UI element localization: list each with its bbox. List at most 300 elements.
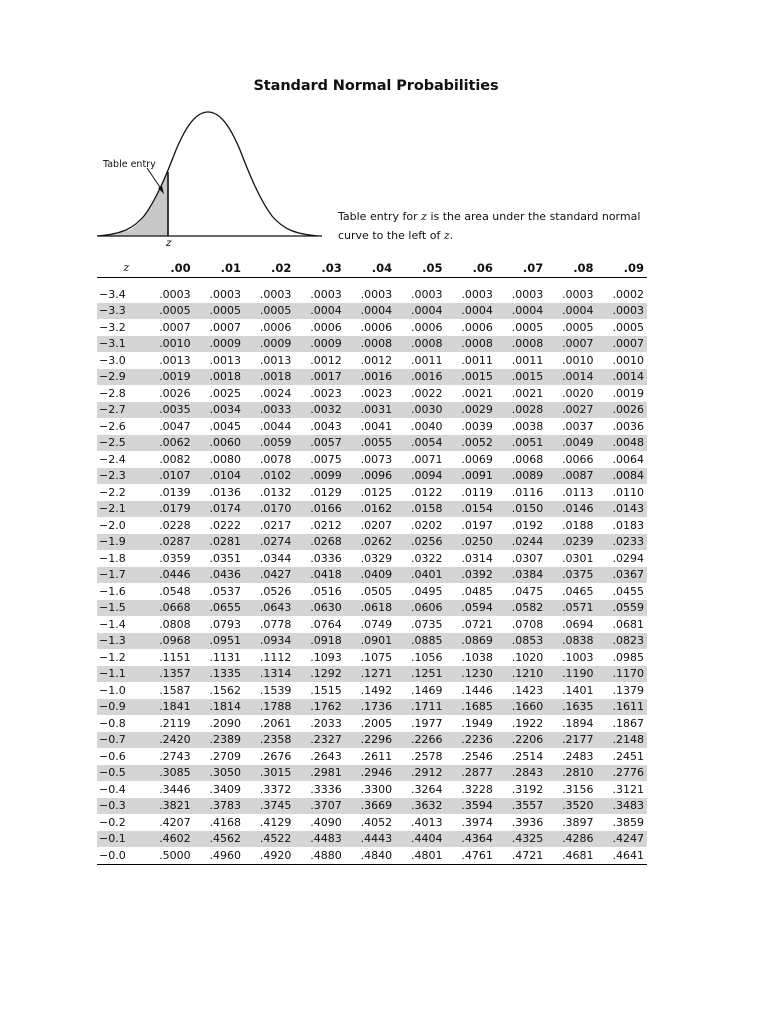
probability-cell: .0436 bbox=[209, 568, 242, 582]
column-header: .00 bbox=[170, 260, 191, 275]
probability-cell: .0057 bbox=[310, 436, 342, 450]
probability-cell: .0010 bbox=[612, 353, 644, 367]
probability-cell: .4522 bbox=[259, 832, 292, 846]
probability-cell: .0250 bbox=[461, 535, 493, 549]
probability-cell: .0031 bbox=[360, 403, 393, 417]
column-header: .01 bbox=[220, 260, 242, 275]
probability-cell: .0069 bbox=[461, 452, 493, 466]
probability-cell: .4681 bbox=[562, 848, 594, 862]
probability-cell: .2546 bbox=[461, 749, 493, 763]
probability-cell: .0004 bbox=[310, 304, 342, 318]
probability-cell: .0008 bbox=[461, 337, 493, 351]
probability-cell: .0158 bbox=[410, 502, 443, 516]
probability-cell: .4602 bbox=[159, 832, 191, 846]
probability-cell: .2033 bbox=[310, 716, 342, 730]
table-row bbox=[97, 699, 647, 716]
probability-cell: .0594 bbox=[461, 601, 493, 615]
probability-cell: .0036 bbox=[612, 419, 644, 433]
probability-cell: .0020 bbox=[562, 386, 594, 400]
probability-cell: .0668 bbox=[159, 601, 191, 615]
probability-cell: .2266 bbox=[410, 733, 443, 747]
probability-cell: .2578 bbox=[410, 749, 443, 763]
probability-cell: .0040 bbox=[410, 419, 443, 433]
probability-cell: .0495 bbox=[410, 584, 443, 598]
probability-cell: .0006 bbox=[259, 320, 292, 334]
probability-cell: .0307 bbox=[511, 551, 544, 565]
probability-cell: .0004 bbox=[461, 304, 493, 318]
probability-cell: .3409 bbox=[209, 782, 242, 796]
probability-cell: .0475 bbox=[511, 584, 544, 598]
probability-cell: .3821 bbox=[159, 799, 191, 813]
probability-cell: .0096 bbox=[360, 469, 393, 483]
probability-cell: .3707 bbox=[310, 799, 342, 813]
z-value-cell: −1.5 bbox=[99, 601, 126, 615]
probability-cell: .3156 bbox=[562, 782, 594, 796]
probability-cell: .0009 bbox=[209, 337, 242, 351]
caption-var-z: z bbox=[421, 210, 427, 223]
probability-cell: .0212 bbox=[310, 518, 342, 532]
probability-cell: .4483 bbox=[310, 832, 342, 846]
probability-cell: .0087 bbox=[562, 469, 594, 483]
probability-cell: .0150 bbox=[511, 502, 544, 516]
probability-cell: .0044 bbox=[259, 419, 292, 433]
probability-cell: .0268 bbox=[310, 535, 342, 549]
probability-cell: .0485 bbox=[461, 584, 493, 598]
probability-cell: .3936 bbox=[511, 815, 544, 829]
probability-cell: .0010 bbox=[562, 353, 594, 367]
probability-cell: .1292 bbox=[310, 667, 342, 681]
probability-cell: .4761 bbox=[461, 848, 493, 862]
probability-cell: .1977 bbox=[410, 716, 443, 730]
probability-cell: .1814 bbox=[209, 700, 242, 714]
probability-cell: .0059 bbox=[259, 436, 292, 450]
probability-cell: .0014 bbox=[612, 370, 644, 384]
table-body bbox=[97, 278, 647, 865]
z-value-cell: −0.6 bbox=[99, 749, 126, 763]
probability-cell: .3228 bbox=[461, 782, 493, 796]
probability-cell: .2451 bbox=[612, 749, 644, 763]
table-row bbox=[97, 732, 647, 749]
probability-cell: .0281 bbox=[209, 535, 242, 549]
z-value-cell: −0.4 bbox=[99, 782, 126, 796]
probability-cell: .0735 bbox=[410, 617, 443, 631]
probability-cell: .1075 bbox=[360, 650, 393, 664]
probability-cell: .3859 bbox=[612, 815, 644, 829]
probability-cell: .0003 bbox=[511, 287, 544, 301]
probability-cell: .3264 bbox=[410, 782, 443, 796]
table-row bbox=[97, 303, 647, 320]
caption-var-z2: z bbox=[443, 229, 450, 242]
z-value-cell: −1.8 bbox=[99, 551, 126, 565]
probability-cell: .2327 bbox=[310, 733, 342, 747]
probability-cell: .3557 bbox=[511, 799, 544, 813]
probability-cell: .2514 bbox=[511, 749, 544, 763]
probability-cell: .4325 bbox=[511, 832, 544, 846]
probability-cell: .0359 bbox=[159, 551, 191, 565]
probability-cell: .0301 bbox=[562, 551, 594, 565]
probability-cell: .3520 bbox=[562, 799, 594, 813]
table-row bbox=[97, 831, 647, 848]
probability-cell: .0548 bbox=[159, 584, 191, 598]
z-value-cell: −2.5 bbox=[99, 436, 126, 450]
table-row bbox=[97, 336, 647, 353]
probability-cell: .0002 bbox=[612, 287, 644, 301]
probability-cell: .2177 bbox=[562, 733, 594, 747]
probability-cell: .2148 bbox=[612, 733, 644, 747]
z-value-cell: −3.0 bbox=[99, 353, 126, 367]
probability-cell: .0179 bbox=[159, 502, 191, 516]
probability-cell: .0073 bbox=[360, 452, 393, 466]
probability-cell: .0559 bbox=[612, 601, 644, 615]
probability-cell: .0033 bbox=[259, 403, 292, 417]
probability-cell: .4247 bbox=[612, 832, 644, 846]
column-header: .09 bbox=[623, 260, 644, 275]
probability-cell: .4960 bbox=[209, 848, 242, 862]
caption-middle: is the area under the standard normal curve to the left of bbox=[338, 210, 641, 242]
probability-cell: .0013 bbox=[209, 353, 242, 367]
z-value-cell: −2.0 bbox=[99, 518, 126, 532]
probability-cell: .0721 bbox=[461, 617, 493, 631]
probability-cell: .2843 bbox=[511, 766, 544, 780]
probability-cell: .1112 bbox=[259, 650, 292, 664]
probability-cell: .0143 bbox=[612, 502, 644, 516]
z-value-cell: −3.3 bbox=[99, 304, 126, 318]
probability-cell: .0082 bbox=[159, 452, 191, 466]
table-row bbox=[97, 369, 647, 386]
probability-cell: .0024 bbox=[259, 386, 292, 400]
probability-cell: .0011 bbox=[511, 353, 544, 367]
probability-cell: .1314 bbox=[259, 667, 292, 681]
probability-cell: .0681 bbox=[612, 617, 644, 631]
probability-cell: .0026 bbox=[612, 403, 644, 417]
probability-cell: .0764 bbox=[310, 617, 342, 631]
probability-cell: .0003 bbox=[612, 304, 644, 318]
z-value-cell: −2.3 bbox=[99, 469, 126, 483]
probability-cell: .2236 bbox=[461, 733, 493, 747]
probability-cell: .0749 bbox=[360, 617, 393, 631]
probability-cell: .1515 bbox=[310, 683, 342, 697]
z-value-cell: −1.7 bbox=[99, 568, 126, 582]
probability-cell: .0043 bbox=[310, 419, 342, 433]
probability-cell: .1401 bbox=[562, 683, 594, 697]
probability-cell: .0618 bbox=[360, 601, 393, 615]
probability-cell: .0016 bbox=[410, 370, 443, 384]
probability-cell: .0007 bbox=[159, 320, 191, 334]
probability-cell: .0197 bbox=[461, 518, 493, 532]
probability-cell: .0146 bbox=[562, 502, 594, 516]
probability-cell: .2389 bbox=[209, 733, 242, 747]
z-value-cell: −0.3 bbox=[99, 799, 126, 813]
probability-cell: .2611 bbox=[360, 749, 393, 763]
axis-z-label: z bbox=[166, 238, 172, 249]
probability-cell: .0005 bbox=[209, 304, 242, 318]
probability-cell: .0052 bbox=[461, 436, 493, 450]
probability-cell: .0013 bbox=[159, 353, 191, 367]
z-table bbox=[97, 258, 647, 865]
table-row bbox=[97, 319, 647, 336]
z-value-cell: −0.9 bbox=[99, 700, 126, 714]
probability-cell: .0019 bbox=[612, 386, 644, 400]
z-value-cell: −1.6 bbox=[99, 584, 126, 598]
probability-cell: .2005 bbox=[360, 716, 393, 730]
table-row bbox=[97, 633, 647, 650]
page-title: Standard Normal Probabilities bbox=[253, 78, 499, 94]
column-header: .05 bbox=[422, 260, 443, 275]
probability-cell: .0122 bbox=[410, 485, 443, 499]
probability-cell: .0018 bbox=[259, 370, 292, 384]
probability-cell: .4052 bbox=[360, 815, 393, 829]
probability-cell: .0025 bbox=[209, 386, 242, 400]
probability-cell: .0047 bbox=[159, 419, 191, 433]
probability-cell: .0099 bbox=[310, 469, 342, 483]
probability-cell: .0505 bbox=[360, 584, 393, 598]
probability-cell: .0004 bbox=[360, 304, 393, 318]
probability-cell: .0162 bbox=[360, 502, 393, 516]
probability-cell: .0038 bbox=[511, 419, 544, 433]
table-row bbox=[97, 748, 647, 765]
probability-cell: .4801 bbox=[410, 848, 443, 862]
probability-cell: .2810 bbox=[562, 766, 594, 780]
probability-cell: .0041 bbox=[360, 419, 393, 433]
probability-cell: .0183 bbox=[612, 518, 644, 532]
table-row bbox=[97, 583, 647, 600]
probability-cell: .4443 bbox=[360, 832, 393, 846]
probability-cell: .0011 bbox=[410, 353, 443, 367]
table-row bbox=[97, 616, 647, 633]
probability-cell: .3121 bbox=[612, 782, 644, 796]
probability-cell: .0643 bbox=[259, 601, 292, 615]
probability-cell: .0516 bbox=[310, 584, 342, 598]
probability-cell: .3897 bbox=[562, 815, 594, 829]
probability-cell: .1230 bbox=[461, 667, 493, 681]
probability-cell: .0526 bbox=[259, 584, 292, 598]
probability-cell: .1170 bbox=[612, 667, 644, 681]
probability-cell: .0274 bbox=[259, 535, 292, 549]
probability-cell: .0008 bbox=[360, 337, 393, 351]
probability-cell: .0256 bbox=[410, 535, 443, 549]
probability-cell: .1131 bbox=[209, 650, 242, 664]
probability-cell: .0019 bbox=[159, 370, 191, 384]
probability-cell: .0384 bbox=[511, 568, 544, 582]
probability-cell: .0007 bbox=[612, 337, 644, 351]
table-row bbox=[97, 286, 647, 303]
probability-cell: .0838 bbox=[562, 634, 594, 648]
probability-cell: .0207 bbox=[360, 518, 393, 532]
probability-cell: .0170 bbox=[259, 502, 292, 516]
probability-cell: .3300 bbox=[360, 782, 393, 796]
table-row bbox=[97, 781, 647, 798]
probability-cell: .0004 bbox=[511, 304, 544, 318]
probability-cell: .0034 bbox=[209, 403, 242, 417]
probability-cell: .0010 bbox=[159, 337, 191, 351]
probability-cell: .0032 bbox=[310, 403, 342, 417]
probability-cell: .4286 bbox=[562, 832, 594, 846]
probability-cell: .0005 bbox=[612, 320, 644, 334]
probability-cell: .0022 bbox=[410, 386, 443, 400]
probability-cell: .1685 bbox=[461, 700, 493, 714]
probability-cell: .2090 bbox=[209, 716, 242, 730]
z-value-cell: −2.8 bbox=[99, 386, 126, 400]
probability-cell: .2877 bbox=[461, 766, 493, 780]
probability-cell: .1423 bbox=[511, 683, 544, 697]
table-row bbox=[97, 484, 647, 501]
probability-cell: .1093 bbox=[310, 650, 342, 664]
z-value-cell: −2.6 bbox=[99, 419, 126, 433]
probability-cell: .0029 bbox=[461, 403, 493, 417]
probability-cell: .0694 bbox=[562, 617, 594, 631]
table-row bbox=[97, 649, 647, 666]
probability-cell: .0708 bbox=[511, 617, 544, 631]
probability-cell: .0078 bbox=[259, 452, 292, 466]
probability-cell: .1635 bbox=[562, 700, 594, 714]
probability-cell: .1711 bbox=[410, 700, 443, 714]
probability-cell: .0003 bbox=[259, 287, 292, 301]
probability-cell: .0351 bbox=[209, 551, 242, 565]
table-row bbox=[97, 402, 647, 419]
probability-cell: .4920 bbox=[259, 848, 292, 862]
probability-cell: .0202 bbox=[410, 518, 443, 532]
probability-cell: .3783 bbox=[209, 799, 242, 813]
probability-cell: .0655 bbox=[209, 601, 242, 615]
probability-cell: .0294 bbox=[612, 551, 644, 565]
z-value-cell: −2.1 bbox=[99, 502, 126, 516]
probability-cell: .1788 bbox=[259, 700, 292, 714]
probability-cell: .0125 bbox=[360, 485, 393, 499]
probability-cell: .0009 bbox=[310, 337, 342, 351]
column-header: .06 bbox=[472, 260, 493, 275]
probability-cell: .0045 bbox=[209, 419, 242, 433]
probability-cell: .2946 bbox=[360, 766, 393, 780]
probability-cell: .0188 bbox=[562, 518, 594, 532]
table-row bbox=[97, 765, 647, 782]
probability-cell: .0054 bbox=[410, 436, 443, 450]
probability-cell: .1190 bbox=[562, 667, 594, 681]
probability-cell: .0011 bbox=[461, 353, 493, 367]
probability-cell: .0244 bbox=[511, 535, 544, 549]
z-value-cell: −1.9 bbox=[99, 535, 126, 549]
probability-cell: .0071 bbox=[410, 452, 443, 466]
probability-cell: .0228 bbox=[159, 518, 191, 532]
probability-cell: .0006 bbox=[360, 320, 393, 334]
probability-cell: .0116 bbox=[511, 485, 544, 499]
probability-cell: .0091 bbox=[461, 469, 493, 483]
probability-cell: .1151 bbox=[159, 650, 191, 664]
caption-prefix: Table entry for bbox=[338, 210, 422, 223]
probability-cell: .4880 bbox=[310, 848, 342, 862]
column-header: .03 bbox=[321, 260, 342, 275]
probability-cell: .1736 bbox=[360, 700, 393, 714]
table-row bbox=[97, 501, 647, 518]
probability-cell: .0035 bbox=[159, 403, 191, 417]
column-header: .04 bbox=[371, 260, 393, 275]
probability-cell: .0344 bbox=[259, 551, 292, 565]
probability-cell: .0006 bbox=[410, 320, 443, 334]
table-row bbox=[97, 352, 647, 369]
probability-cell: .0778 bbox=[259, 617, 292, 631]
probability-cell: .2206 bbox=[511, 733, 544, 747]
probability-cell: .2676 bbox=[259, 749, 292, 763]
probability-cell: .0951 bbox=[209, 634, 242, 648]
probability-cell: .0007 bbox=[562, 337, 594, 351]
probability-cell: .3483 bbox=[612, 799, 644, 813]
z-value-cell: −2.2 bbox=[99, 485, 126, 499]
probability-cell: .4207 bbox=[159, 815, 191, 829]
z-value-cell: −0.5 bbox=[99, 766, 126, 780]
probability-cell: .0003 bbox=[360, 287, 393, 301]
probability-cell: .2061 bbox=[259, 716, 292, 730]
probability-cell: .0015 bbox=[461, 370, 493, 384]
probability-cell: .0003 bbox=[310, 287, 342, 301]
probability-cell: .0869 bbox=[461, 634, 493, 648]
probability-cell: .0239 bbox=[562, 535, 594, 549]
probability-cell: .1949 bbox=[461, 716, 493, 730]
probability-cell: .0427 bbox=[259, 568, 292, 582]
probability-cell: .0003 bbox=[461, 287, 493, 301]
table-row bbox=[97, 682, 647, 699]
probability-cell: .2912 bbox=[410, 766, 443, 780]
probability-cell: .0018 bbox=[209, 370, 242, 384]
probability-cell: .0037 bbox=[562, 419, 594, 433]
probability-cell: .2358 bbox=[259, 733, 292, 747]
probability-cell: .0003 bbox=[562, 287, 594, 301]
probability-cell: .0012 bbox=[310, 353, 342, 367]
probability-cell: .1562 bbox=[209, 683, 242, 697]
probability-cell: .1841 bbox=[159, 700, 191, 714]
probability-cell: .0005 bbox=[562, 320, 594, 334]
probability-cell: .0314 bbox=[461, 551, 493, 565]
probability-cell: .3446 bbox=[159, 782, 191, 796]
probability-cell: .1271 bbox=[360, 667, 393, 681]
probability-cell: .0465 bbox=[562, 584, 594, 598]
probability-cell: .1003 bbox=[562, 650, 594, 664]
probability-cell: .0006 bbox=[310, 320, 342, 334]
column-header: .07 bbox=[522, 260, 544, 275]
probability-cell: .0174 bbox=[209, 502, 242, 516]
probability-cell: .4641 bbox=[612, 848, 644, 862]
probability-cell: .0026 bbox=[159, 386, 191, 400]
probability-cell: .1867 bbox=[612, 716, 644, 730]
probability-cell: .1611 bbox=[612, 700, 644, 714]
table-row bbox=[97, 385, 647, 402]
z-value-cell: −1.1 bbox=[99, 667, 126, 681]
probability-cell: .0192 bbox=[511, 518, 544, 532]
probability-cell: .0084 bbox=[612, 469, 644, 483]
table-row bbox=[97, 435, 647, 452]
probability-cell: .0049 bbox=[562, 436, 594, 450]
probability-cell: .0322 bbox=[410, 551, 443, 565]
z-value-cell: −3.1 bbox=[99, 337, 126, 351]
probability-cell: .4840 bbox=[360, 848, 393, 862]
probability-cell: .3372 bbox=[259, 782, 292, 796]
probability-cell: .0048 bbox=[612, 436, 644, 450]
z-value-cell: −0.8 bbox=[99, 716, 126, 730]
probability-cell: .2420 bbox=[159, 733, 191, 747]
probability-cell: .0104 bbox=[209, 469, 242, 483]
probability-cell: .5000 bbox=[159, 848, 191, 862]
probability-cell: .0021 bbox=[511, 386, 544, 400]
probability-cell: .2743 bbox=[159, 749, 191, 763]
probability-cell: .1251 bbox=[410, 667, 443, 681]
z-value-cell: −1.0 bbox=[99, 683, 126, 697]
z-value-cell: −1.4 bbox=[99, 617, 126, 631]
probability-cell: .0329 bbox=[360, 551, 393, 565]
probability-cell: .1357 bbox=[159, 667, 191, 681]
probability-cell: .0968 bbox=[159, 634, 191, 648]
probability-cell: .3015 bbox=[259, 766, 292, 780]
z-value-cell: −3.4 bbox=[99, 287, 126, 301]
caption-suffix: . bbox=[449, 229, 454, 242]
probability-cell: .0630 bbox=[310, 601, 342, 615]
